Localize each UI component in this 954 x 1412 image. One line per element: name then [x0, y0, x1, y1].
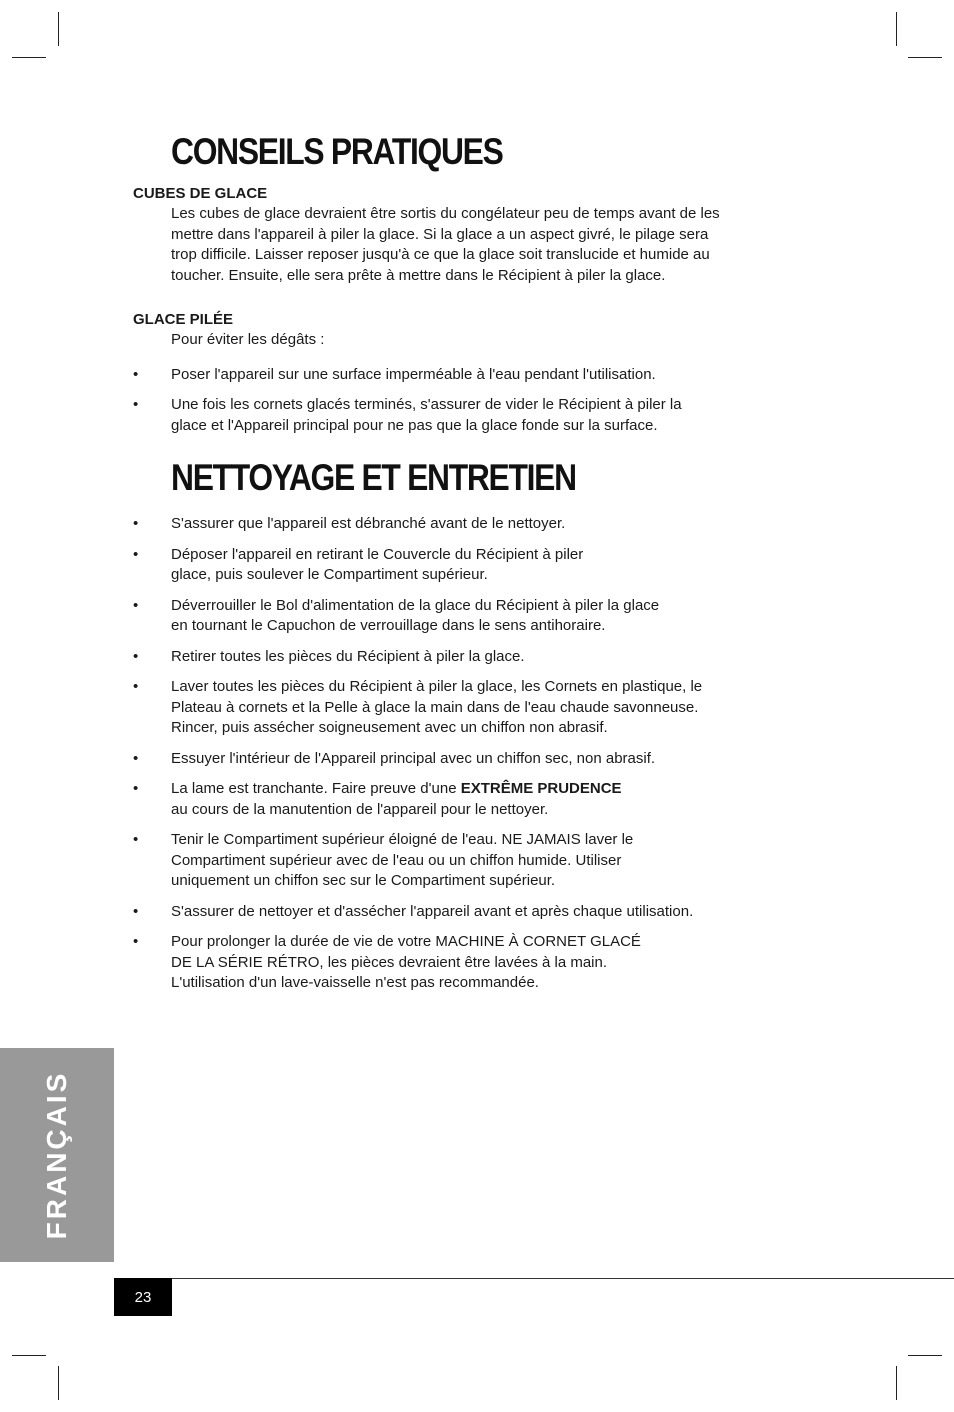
caution-emphasis: EXTRÊME PRUDENCE: [460, 780, 622, 797]
list-item-caution: • La lame est tranchante. Faire preuve d'une EXTRÊME PRUDENCE au cours de la manutention de l'appareil pour le nettoyer.: [133, 780, 622, 818]
bullet-icon: •: [133, 515, 139, 532]
list-item: • Déverrouiller le Bol d'alimentation de la glace du Récipient à piler la glace en tournant le Capuchon de verrouillage dans le sens antihoraire.: [133, 596, 660, 634]
bullet-icon: •: [133, 933, 139, 950]
page-content: [133, 128, 773, 1004]
list-item: • Laver toutes les pièces du Récipient à piler la glace, les Cornets en plastique, le Plateau à cornets et la Pelle à glace la main dans de l'eau chaude savonneuse. Rincer, puis assécher soigneusement avec un chiffon non abrasif.: [133, 678, 703, 736]
list-item: • Essuyer l'intérieur de l'Appareil principal avec un chiffon sec, non abrasif.: [133, 749, 773, 770]
section-title-tips: CONSEILS PRATIQUES: [171, 131, 503, 172]
crop-mark: [896, 12, 897, 46]
bullet-icon: •: [133, 647, 139, 665]
page-number: 23: [114, 1278, 172, 1316]
shaved-ice-intro: Pour éviter les dégâts :: [171, 331, 325, 348]
crop-mark: [12, 1355, 46, 1356]
bullet-icon: •: [133, 545, 139, 563]
list-item: • Retirer toutes les pièces du Récipient à piler la glace.: [133, 647, 773, 668]
crop-mark: [12, 57, 46, 58]
crop-mark: [58, 12, 59, 46]
language-label: FRANÇAIS: [41, 1070, 72, 1240]
list-item: • S'assurer que l'appareil est débranché avant de le nettoyer.: [133, 514, 773, 535]
list-item: • S'assurer de nettoyer et d'assécher l'appareil avant et après chaque utilisation.: [133, 902, 773, 923]
bullet-icon: •: [133, 780, 139, 797]
list-item: • Poser l'appareil sur une surface imperméable à l'eau pendant l'utilisation.: [133, 365, 773, 386]
footer-rule: [114, 1278, 954, 1279]
language-tab: [0, 1048, 114, 1262]
bullet-icon: •: [133, 365, 139, 383]
subheading-ice-cubes: CUBES DE GLACE: [133, 185, 268, 202]
bullet-icon: •: [133, 678, 139, 695]
bullet-icon: •: [133, 831, 139, 848]
cleaning-list: [133, 514, 773, 994]
shaved-ice-list: [133, 365, 773, 437]
crop-mark: [908, 1355, 942, 1356]
section-title-cleaning: NETTOYAGE ET ENTRETIEN: [171, 457, 576, 498]
list-item: • Pour prolonger la durée de vie de votre MACHINE À CORNET GLACÉ DE LA SÉRIE RÉTRO, les pièces devraient être lavées à la main. L'utilisation d'un lave-vaisselle n'est pas recommandée.: [133, 933, 641, 991]
bullet-icon: •: [133, 749, 139, 767]
bullet-icon: •: [133, 396, 139, 413]
bullet-icon: •: [133, 902, 139, 920]
list-item: • Une fois les cornets glacés terminés, s'assurer de vider le Récipient à piler la glace et l'Appareil principal pour ne pas que la glace fonde sur la surface.: [133, 396, 682, 434]
crop-mark: [58, 1366, 59, 1400]
ice-cubes-paragraph: Les cubes de glace devraient être sortis du congélateur peu de temps avant de les mettre dans l'appareil à piler la glace. Si la glace a un aspect givré, le pilage sera trop difficile. Laisser reposer jusqu'à ce que la glace soit translucide et humide au toucher. Ensuite, elle sera prête à mettre dans le Récipient à piler la glace.: [171, 205, 720, 284]
crop-mark: [908, 57, 942, 58]
list-item: • Tenir le Compartiment supérieur éloigné de l'eau. NE JAMAIS laver le Compartiment supérieur avec de l'eau ou un chiffon humide. Utiliser uniquement un chiffon sec sur le Compartiment supérieur.: [133, 831, 634, 889]
subheading-shaved-ice: GLACE PILÉE: [133, 311, 234, 328]
list-item: • Déposer l'appareil en retirant le Couvercle du Récipient à piler glace, puis soulever le Compartiment supérieur.: [133, 545, 584, 583]
bullet-icon: •: [133, 596, 139, 614]
crop-mark: [896, 1366, 897, 1400]
